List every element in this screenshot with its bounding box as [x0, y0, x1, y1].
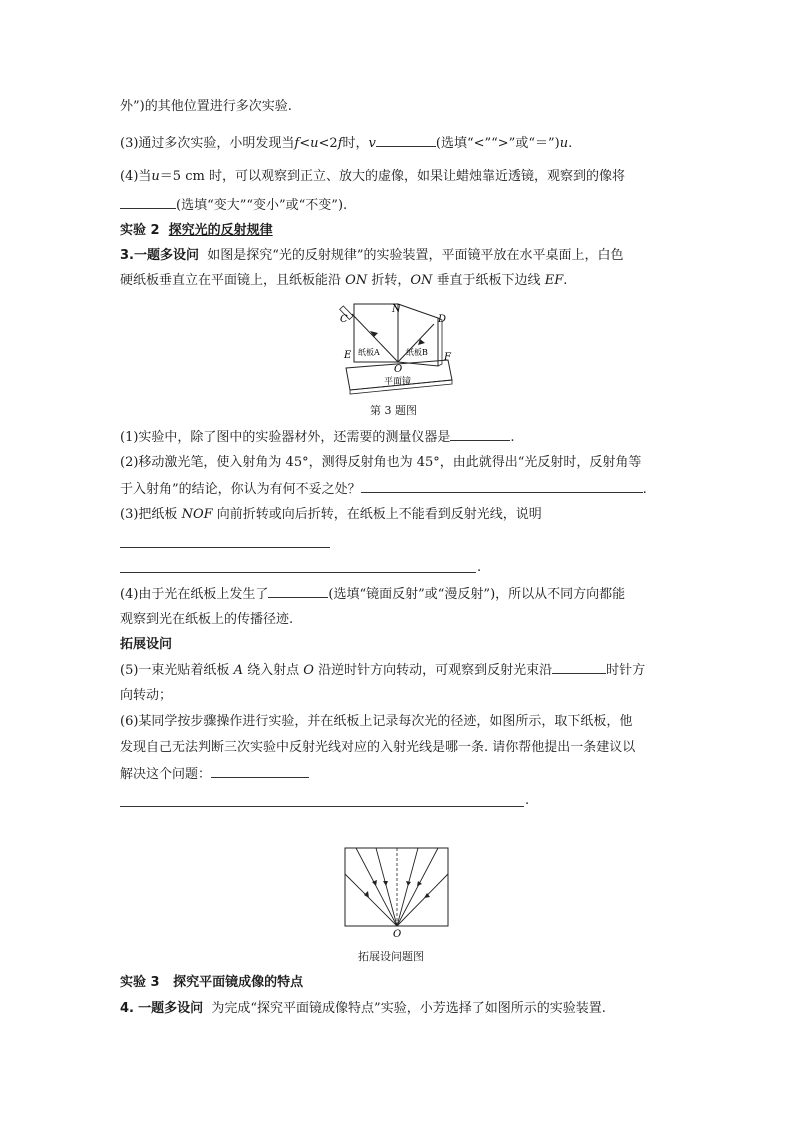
- text-segment: ＝5 cm 时，可以观察到正立、放大的虚像，如果让蜡烛靠近透镜，观察到的像将: [159, 169, 625, 184]
- label-o: O: [394, 364, 403, 375]
- question-3-part-5-line-1: [120, 661, 645, 680]
- answer-line[interactable]: [120, 572, 476, 573]
- text-segment: .: [563, 273, 568, 288]
- label-n: N: [392, 304, 401, 315]
- figure-3-caption: 第 3 题图: [370, 404, 417, 417]
- label-board-a: 纸板A: [358, 348, 380, 357]
- text-segment: 折转，: [371, 273, 411, 288]
- text-segment: 向前折转或向后折转，在纸板上不能看到反射光线，说明: [216, 507, 542, 522]
- question-3-part-1: [120, 428, 515, 447]
- arrow: [417, 881, 422, 886]
- extension-title: 拓展设问: [120, 637, 173, 652]
- experiment-title: 探究光的反射规律: [168, 223, 273, 238]
- text-segment: (6)某同学按步骤操作进行实验，并在纸板上记录每次光的径迹，如图所示，取下纸板，他: [120, 714, 633, 729]
- question-3-part-4-line-2: [120, 611, 293, 629]
- ray-right-3: [397, 848, 418, 926]
- question-3-line-1: [120, 247, 624, 265]
- text-segment: (5)一束光贴着纸板: [120, 663, 230, 678]
- answer-blank[interactable]: [376, 134, 436, 147]
- answer-blank[interactable]: [552, 661, 606, 674]
- text-segment: 发现自己无法判断三次实验中反射光线对应的入射光线是哪一条. 请你帮他提出一条建议以: [120, 740, 636, 755]
- text-segment: (4)当: [120, 169, 152, 184]
- experiment-label: 实验 3: [120, 975, 160, 990]
- math-f: f: [294, 136, 300, 151]
- question-number: 4.: [120, 1001, 134, 1016]
- text-segment: 为完成“探究平面镜成像特点”实验，小芳选择了如图所示的实验装置.: [211, 1001, 606, 1016]
- label-d: D: [438, 314, 447, 325]
- math-v: v: [368, 136, 376, 151]
- answer-blank[interactable]: [361, 480, 643, 493]
- text-segment: 如图是探究“光的反射规律”的实验装置，平面镜平放在水平桌面上，白色: [207, 248, 624, 263]
- label-mirror: 平面镜: [384, 377, 412, 387]
- text-segment: 向转动；: [120, 688, 173, 703]
- answer-line[interactable]: [120, 806, 524, 807]
- answer-blank[interactable]: [120, 196, 176, 209]
- arrow: [372, 880, 377, 886]
- math-NOF: NOF: [181, 507, 213, 522]
- arrow: [406, 881, 411, 886]
- reflection-apparatus-figure: [334, 300, 464, 398]
- question-number: 3.: [120, 248, 134, 263]
- question-3-part-5-line-2: [120, 687, 172, 705]
- label-e: E: [344, 350, 352, 361]
- math-EF: EF: [544, 273, 564, 288]
- ray-left-2: [356, 848, 397, 926]
- text-segment: .: [477, 560, 482, 575]
- question-part-4-line-2: [120, 196, 347, 215]
- math-symbol: <: [299, 136, 311, 151]
- text-segment: (1)实验中，除了图中的实验器材外，还需要的测量仪器是: [120, 430, 451, 445]
- text-segment: 外”)的其他位置进行多次实验.: [120, 99, 292, 114]
- experiment-2-heading: [120, 222, 273, 240]
- question-3-part-6-line-2: [120, 739, 635, 757]
- label-c: C: [340, 314, 348, 325]
- answer-blank[interactable]: [211, 765, 309, 778]
- text-segment: 于入射角”的结论，你认为有何不妥之处？: [120, 482, 361, 497]
- extension-heading: [120, 636, 172, 654]
- math-O: O: [303, 663, 314, 678]
- text-segment: .: [525, 793, 530, 808]
- question-3-part-4-line-1: [120, 585, 625, 604]
- text-segment: 时，: [342, 136, 369, 151]
- question-4-line-1: [120, 1000, 606, 1018]
- math-A: A: [233, 663, 243, 678]
- question-3-part-2-line-2: [120, 480, 647, 499]
- text-line-end: [525, 792, 529, 810]
- paper-board: [345, 848, 448, 926]
- ray-left-3: [376, 848, 397, 926]
- math-ON: ON: [410, 273, 433, 288]
- math-u: u: [151, 169, 160, 184]
- label-board-b: 纸板B: [406, 348, 428, 357]
- text-segment: (选填“变大”“变小”或“不变”).: [176, 198, 348, 213]
- answer-blank[interactable]: [450, 428, 510, 441]
- text-segment: 沿逆时针方向转动，可观察到反射光束沿: [318, 663, 553, 678]
- math-symbol: <2: [318, 136, 338, 151]
- text-segment: (3)通过多次实验，小明发现当: [120, 136, 295, 151]
- label-f: F: [444, 352, 451, 363]
- text-segment: .: [510, 430, 515, 445]
- answer-line[interactable]: [120, 547, 330, 548]
- text-segment: 时针方: [606, 663, 646, 678]
- question-3-part-6-line-1: [120, 713, 632, 731]
- ray-left-1: [345, 874, 397, 926]
- text-segment: (3)把纸板: [120, 507, 178, 522]
- question-3-part-6-line-3: [120, 765, 309, 784]
- text-segment: (4)由于光在纸板上发生了: [120, 587, 269, 602]
- ray-right-1: [397, 874, 448, 926]
- math-u: u: [310, 136, 319, 151]
- board-b-edge: [438, 318, 442, 366]
- experiment-title: 探究平面镜成像的特点: [173, 975, 304, 990]
- text-segment: .: [642, 482, 647, 497]
- question-part-4-line-1: [120, 168, 625, 186]
- ray-right-2: [397, 848, 438, 926]
- label-o: O: [393, 929, 402, 938]
- text-segment: .: [568, 136, 573, 151]
- arrow: [364, 891, 369, 898]
- text-segment: 观察到光在纸板上的传播径迹.: [120, 612, 294, 627]
- text-segment: 硬纸板垂直立在平面镜上，且纸板能沿: [120, 273, 342, 288]
- text-segment: 垂直于纸板下边线: [436, 273, 541, 288]
- arrow: [383, 881, 388, 886]
- text-segment: 解决这个问题：: [120, 767, 212, 782]
- text-segment: 绕入射点: [247, 663, 300, 678]
- math-u: u: [559, 136, 569, 151]
- text-line-end: [477, 559, 481, 577]
- experiment-3-heading: [120, 974, 303, 992]
- question-tag: 一题多设问: [133, 248, 199, 263]
- experiment-label: 实验 2: [120, 223, 160, 238]
- question-3-part-2-line-1: [120, 454, 641, 472]
- question-3-part-3: [120, 134, 572, 153]
- text-segment: (选填“<”“>”或“＝”): [435, 136, 560, 151]
- text-segment: (2)移动激光笔，使入射角为 45°，测得反射角也为 45°，由此就得出“光反射时，反射角等: [120, 455, 642, 470]
- ray-traces-figure: [342, 846, 452, 938]
- answer-blank[interactable]: [268, 585, 328, 598]
- math-f: f: [337, 136, 343, 151]
- question-3-line-2: [120, 272, 567, 290]
- question-3-part-3-line-1: [120, 506, 542, 524]
- math-ON: ON: [345, 273, 368, 288]
- extension-figure-caption: 拓展设问题图: [358, 950, 424, 963]
- text-line-1: [120, 98, 292, 116]
- question-tag: 一题多设问: [138, 1001, 204, 1016]
- text-segment: (选填“镜面反射”或“漫反射”)，所以从不同方向都能: [328, 587, 626, 602]
